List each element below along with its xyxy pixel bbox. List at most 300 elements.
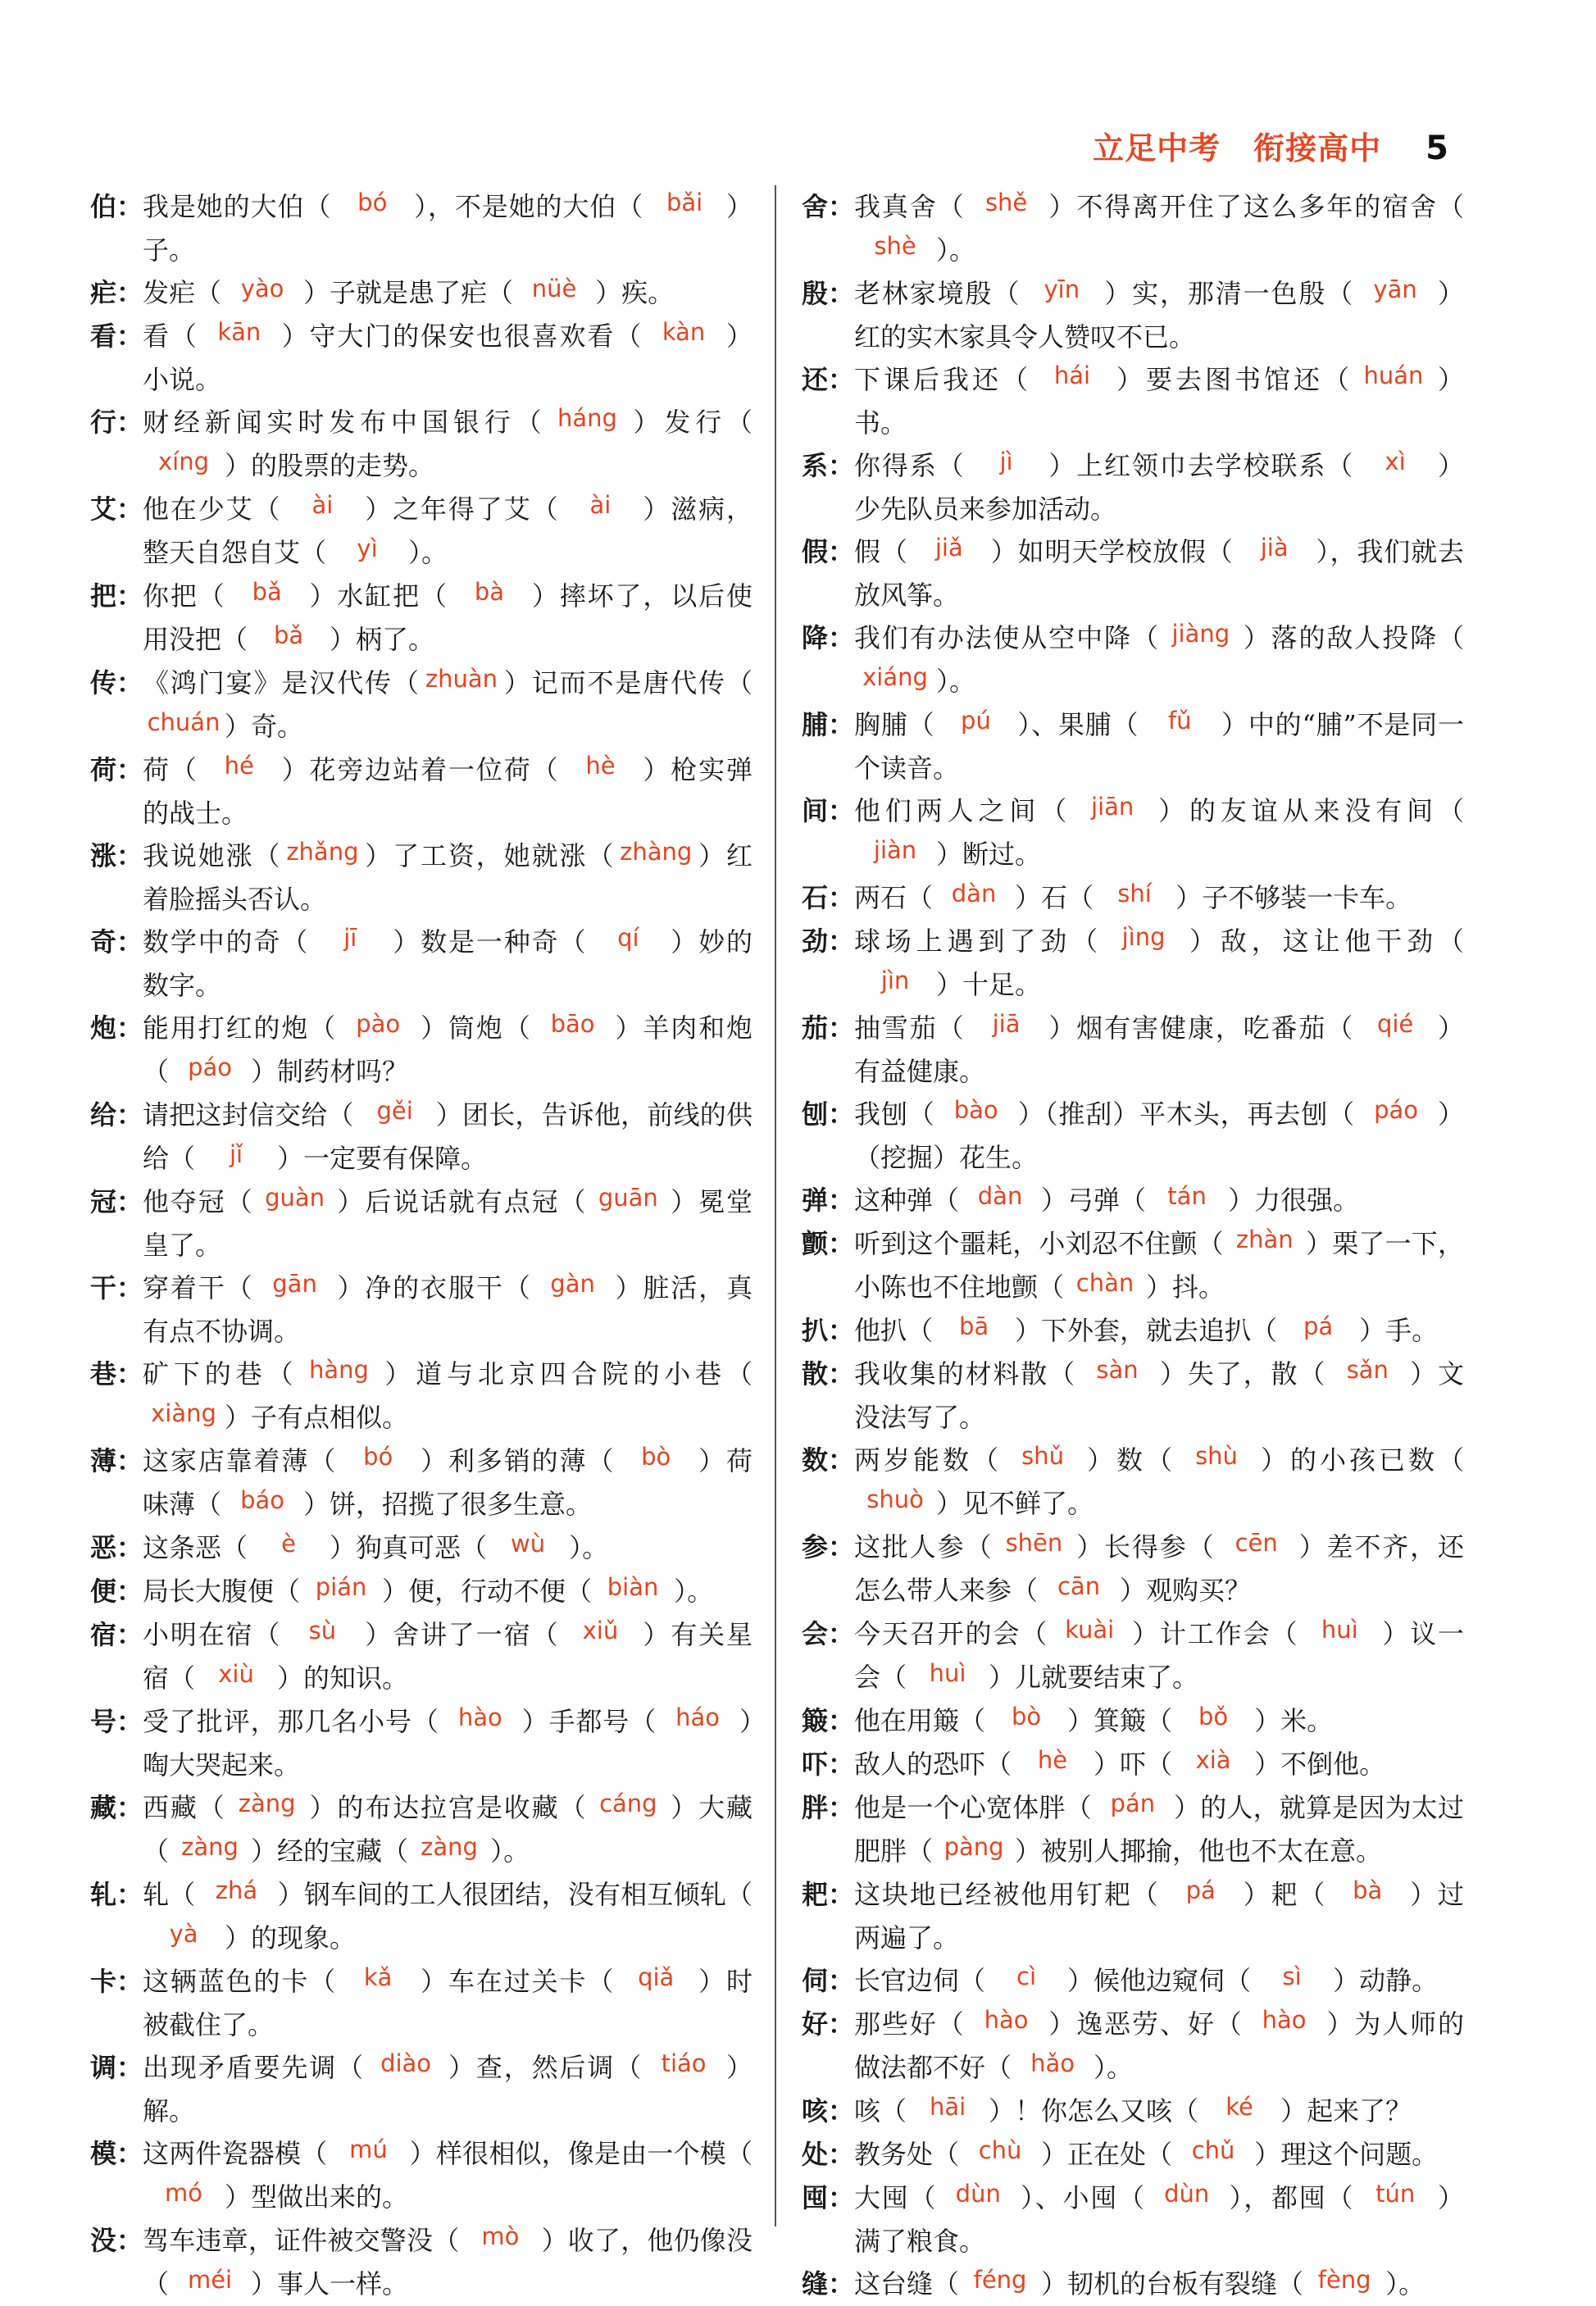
entry-colon: ： (828, 191, 855, 222)
sentence-text: ）力很强。 (1228, 1185, 1360, 1216)
entry-系 (802, 444, 1464, 530)
sentence-text: ）差不齐，还怎么带人来参（ (854, 1531, 1464, 1606)
sentence-text: ）中的“脯”不是同一个读音。 (854, 709, 1464, 784)
pinyin-answer: diào (380, 2049, 432, 2077)
pinyin-answer: xiǔ (582, 1617, 619, 1644)
entry-character: 吓 (802, 1749, 829, 1780)
sentence-text: ）子就是患了疟（ (303, 277, 514, 308)
entry-colon: ： (116, 667, 143, 698)
entry-艾 (90, 488, 753, 575)
pinyin-answer: pán (1110, 1790, 1156, 1817)
entry-colon: ： (828, 364, 855, 395)
sentence-text: ）儿就要结束了。 (989, 1662, 1199, 1693)
entry-还 (802, 358, 1464, 444)
pinyin-answer: shēn (1005, 1529, 1063, 1557)
pinyin-answer: chàn (1075, 1269, 1134, 1297)
entry-sentence (143, 748, 753, 835)
sentence-text: 我说她涨（ (143, 840, 282, 871)
entry-colon: ： (116, 1532, 143, 1563)
sentence-text: 两岁能数（ (854, 1444, 1003, 1476)
pinyin-answer: jiǎ (934, 534, 963, 562)
sentence-text: ）。 (490, 1835, 530, 1867)
pinyin-answer: shè (874, 232, 916, 260)
entry-sentence (143, 271, 753, 315)
pinyin-answer: qiǎ (638, 1963, 675, 1991)
sentence-text: 咳（ (854, 2095, 907, 2126)
entry-卡 (90, 1960, 753, 2046)
pinyin-answer: jià (1260, 534, 1289, 562)
entry-colon: ： (828, 1965, 855, 1996)
entry-sentence (143, 185, 753, 271)
sentence-text: ）样很相似，像是由一个模（ (409, 2138, 753, 2169)
sentence-text: 发疟（ (143, 277, 222, 308)
entry-colon: ： (116, 191, 143, 222)
entry-character: 伯 (90, 191, 117, 222)
entry-sentence (143, 2219, 753, 2306)
entry-character: 扒 (802, 1315, 829, 1346)
entry-colon: ： (828, 1444, 855, 1476)
entry-sentence (854, 272, 1464, 358)
sentence-text: ）荷味薄（ (143, 1445, 753, 1520)
sentence-text: 小明在宿（ (143, 1619, 282, 1650)
entry-没 (90, 2219, 753, 2306)
sentence-text: 驾车违章，证件被交警没（ (143, 2225, 460, 2256)
entry-character: 间 (802, 795, 829, 826)
sentence-text: ）计工作会（ (1130, 1618, 1299, 1649)
entry-character: 囤 (802, 2182, 829, 2213)
pinyin-answer: kàn (662, 318, 706, 346)
sentence-text: ）红着脸摇头否认。 (143, 840, 753, 915)
sentence-text: 看（ (143, 321, 198, 352)
sentence-text: 假（ (854, 536, 908, 567)
pinyin-answer: shě (984, 189, 1028, 216)
entry-sentence (854, 1959, 1464, 2003)
pinyin-answer: bǎi (666, 189, 703, 216)
sentence-text: ）动静。 (1333, 1965, 1439, 1996)
sentence-text: ）观购买？ (1120, 1575, 1252, 1606)
sentence-text: ）的现象。 (225, 1922, 357, 1954)
sentence-text: ）被别人揶揄，他也不太在意。 (1015, 1835, 1383, 1867)
entry-colon: ： (116, 1186, 143, 1217)
entry-藏 (90, 1786, 753, 1873)
pinyin-answer: ài (311, 491, 334, 519)
entry-character: 数 (802, 1444, 829, 1476)
entry-散 (802, 1353, 1464, 1439)
entry-colon: ： (828, 1228, 855, 1259)
entry-colon: ： (116, 1272, 143, 1303)
entry-sentence (854, 1179, 1464, 1222)
sentence-text: ）逸恶劳、好（ (1047, 2008, 1244, 2040)
sentence-text: ）（挖掘）花生。 (854, 1098, 1464, 1173)
entry-胖 (802, 1786, 1464, 1873)
entry-character: 号 (90, 1706, 117, 1737)
sentence-text: 财经新闻实时发布中国银行（ (143, 407, 547, 438)
sentence-text: ）见不鲜了。 (936, 1488, 1094, 1519)
sentence-text: 我们有办法使从空中降（ (854, 622, 1160, 653)
sentence-text: ）韧机的台板有裂缝（ (1041, 2268, 1304, 2299)
sentence-text: ）。 (936, 666, 976, 697)
pinyin-answer: hào (1262, 2006, 1307, 2034)
pinyin-answer: báo (240, 1486, 284, 1514)
entry-colon: ： (116, 1012, 143, 1044)
entry-character: 炮 (90, 1012, 117, 1044)
sentence-text: 他在用簸（ (854, 1705, 986, 1736)
pinyin-answer: zhàng (620, 838, 693, 866)
pinyin-answer: pào (356, 1010, 401, 1038)
entry-sentence (854, 2176, 1464, 2263)
sentence-text: ）失了，散（ (1158, 1358, 1327, 1390)
sentence-text: ）、果脯（ (1016, 709, 1139, 740)
pinyin-answer: kān (217, 318, 261, 346)
entry-character: 给 (90, 1099, 117, 1130)
pinyin-answer: zàng (421, 1833, 478, 1861)
sentence-text: 我真舍（ (854, 191, 966, 222)
entry-sentence (854, 789, 1464, 876)
pinyin-answer: ài (589, 491, 612, 519)
entry-干 (90, 1267, 753, 1353)
entry-冠 (90, 1180, 753, 1267)
entry-sentence (143, 1570, 753, 1613)
pinyin-answer: hè (585, 752, 616, 780)
sentence-text: ）子有点相似。 (225, 1402, 409, 1433)
pinyin-answer: yà (169, 1920, 198, 1948)
sentence-text: ）了工资，她就涨（ (363, 840, 616, 871)
pinyin-answer: kǎ (363, 1963, 393, 1991)
pinyin-answer: pá (1185, 1876, 1216, 1904)
sentence-text: 那些好（ (854, 2008, 966, 2040)
entry-colon: ： (828, 1705, 855, 1736)
pinyin-answer: háng (557, 404, 617, 432)
entry-colon: ： (828, 1531, 855, 1562)
sentence-text: ）筒炮（ (419, 1012, 532, 1044)
entry-殷 (802, 272, 1464, 358)
right-column (802, 185, 1464, 2306)
sentence-text: ）数（ (1084, 1444, 1175, 1476)
entry-sentence (854, 1093, 1464, 1179)
pinyin-answer: bāo (550, 1010, 595, 1038)
sentence-text: ）手。 (1359, 1315, 1439, 1346)
entry-colon: ： (116, 2052, 143, 2083)
sentence-text: 这台缝（ (854, 2268, 960, 2299)
sentence-text: 请把这封信交给（ (143, 1099, 354, 1130)
entry-sentence (143, 835, 753, 921)
entry-character: 模 (90, 2138, 117, 2169)
sentence-text: 他扒（ (854, 1315, 934, 1346)
entry-sentence (143, 315, 753, 401)
entry-sentence (143, 1353, 753, 1440)
entry-炮 (90, 1007, 753, 1094)
entry-colon: ： (116, 1445, 143, 1476)
entry-character: 奇 (90, 926, 117, 957)
entry-sentence (143, 2046, 753, 2132)
sentence-text: ）的小孩已数（ (1257, 1444, 1464, 1476)
column-divider (775, 185, 776, 2226)
sentence-text: 西藏（ (143, 1792, 226, 1823)
sentence-text: ）敌，这让他干劲（ (1184, 926, 1464, 957)
sentence-text: ），都囤（ (1227, 2182, 1355, 2213)
entry-恶 (90, 1526, 753, 1570)
entry-吓 (802, 1743, 1464, 1786)
sentence-text: ）解。 (143, 2052, 753, 2126)
pinyin-answer: chuán (147, 708, 221, 736)
entry-character: 传 (90, 667, 117, 698)
sentence-text: 数学中的奇（ (143, 926, 310, 957)
pinyin-answer: jiā (992, 1010, 1021, 1038)
sentence-text: ）断过。 (936, 839, 1042, 870)
pinyin-answer: gàn (550, 1270, 595, 1298)
sentence-text: ）子不够装一卡车。 (1175, 882, 1412, 913)
pinyin-answer: jìng (1121, 923, 1166, 951)
entry-荷 (90, 748, 753, 835)
sentence-text: ）守大门的保安也很喜欢看（ (280, 321, 643, 352)
entry-colon: ： (116, 1792, 143, 1823)
sentence-text: ）车在过关卡（ (419, 1966, 616, 1997)
entry-character: 轧 (90, 1879, 117, 1910)
entry-character: 看 (90, 321, 117, 352)
sentence-text: ）时被截住了。 (143, 1966, 753, 2040)
entry-character: 把 (90, 580, 117, 612)
page-header (1093, 123, 1448, 168)
sentence-text: ）收了，他仍像没（ (143, 2225, 753, 2299)
entry-sentence (854, 1439, 1464, 1526)
entry-奇 (90, 921, 753, 1007)
sentence-text: ）满了粮食。 (854, 2182, 1464, 2257)
entry-降 (802, 616, 1464, 703)
pinyin-answer: hàng (308, 1356, 369, 1384)
pinyin-answer: shù (1195, 1442, 1238, 1470)
entry-colon: ： (116, 493, 143, 525)
entry-character: 便 (90, 1576, 117, 1607)
entry-character: 冠 (90, 1186, 117, 1217)
entry-colon: ： (828, 1098, 855, 1130)
pinyin-answer: bào (953, 1096, 998, 1124)
pinyin-answer: cēn (1235, 1529, 1278, 1557)
header-title-1: 立足中考 (1093, 130, 1221, 166)
entry-character: 艾 (90, 493, 117, 525)
entry-colon: ： (828, 1618, 855, 1649)
entry-sentence (143, 921, 753, 1007)
entry-看 (90, 315, 753, 401)
pinyin-answer: bā (958, 1312, 989, 1340)
entry-号 (90, 1700, 753, 1786)
entry-弹 (802, 1179, 1464, 1222)
entry-sentence (854, 1007, 1464, 1093)
pinyin-answer: fèng (1317, 2266, 1371, 2294)
sentence-text: 《鸿门宴》是汉代传（ (143, 667, 421, 698)
entry-character: 参 (802, 1531, 829, 1562)
pinyin-answer: pàng (944, 1833, 1004, 1861)
entry-sentence (143, 1873, 753, 1960)
sentence-text: 大囤（ (854, 2182, 938, 2213)
sentence-text: ）啕大哭起来。 (143, 1706, 753, 1781)
pinyin-answer: xià (1195, 1746, 1231, 1774)
entry-character: 殷 (802, 278, 829, 309)
entry-伯 (90, 185, 753, 271)
pinyin-answer: yào (240, 275, 284, 302)
pinyin-answer: jiàng (1171, 620, 1230, 648)
sentence-text: ）水缸把（ (307, 580, 448, 612)
entry-sentence (143, 1094, 753, 1180)
entry-colon: ： (116, 1576, 143, 1607)
entry-colon: ： (116, 1619, 143, 1650)
page-number: 5 (1425, 130, 1448, 167)
pinyin-answer: qí (617, 924, 639, 952)
sentence-text: ）羊肉和炮（ (143, 1012, 753, 1087)
sentence-text: ），我们就去放风筝。 (854, 536, 1464, 611)
entry-colon: ： (828, 622, 855, 653)
entry-colon: ： (828, 926, 855, 957)
sentence-text: 这家店靠着薄（ (143, 1445, 338, 1476)
entry-colon: ： (116, 926, 143, 957)
sentence-text: 他是一个心宽体胖（ (854, 1792, 1092, 1823)
sentence-text: 胸脯（ (854, 709, 935, 740)
entry-宿 (90, 1613, 753, 1700)
sentence-text: ）烟有害健康，吃番茄（ (1047, 1012, 1355, 1044)
pinyin-answer: méi (187, 2266, 233, 2294)
entry-character: 舍 (802, 191, 829, 222)
pinyin-answer: jǐ (229, 1140, 243, 1168)
sentence-text: ）奇。 (225, 711, 304, 742)
pinyin-answer: mó (165, 2179, 203, 2207)
pinyin-answer: dùn (955, 2180, 1001, 2208)
pinyin-answer: jī (343, 924, 357, 952)
sentence-text: ）理这个问题。 (1254, 2139, 1439, 2170)
pinyin-answer: xì (1385, 448, 1406, 475)
entry-character: 荷 (90, 754, 117, 785)
entry-给 (90, 1094, 753, 1180)
entry-簸 (802, 1699, 1464, 1743)
sentence-text: ）如明天学校放假（ (989, 536, 1234, 567)
sentence-text: ）脏活，真有点不协调。 (143, 1272, 753, 1347)
sentence-text: ）摔坏了，以后使用没把（ (143, 580, 753, 655)
sentence-text: 下课后我还（ (854, 364, 1032, 395)
entry-character: 藏 (90, 1792, 117, 1823)
entry-模 (90, 2132, 753, 2219)
sentence-text: 穿着干（ (143, 1272, 254, 1303)
sentence-text: 矿下的巷（ (143, 1358, 298, 1390)
entry-character: 咳 (802, 2095, 829, 2126)
entry-间 (802, 789, 1464, 876)
pinyin-answer: tiáo (661, 2049, 707, 2077)
entry-character: 散 (802, 1358, 829, 1390)
sentence-text: 抽雪茄（ (854, 1012, 966, 1044)
sentence-text: ）团长，告诉他，前线的供给（ (143, 1099, 753, 1174)
sentence-text: 今天召开的会（ (854, 1618, 1049, 1649)
entry-薄 (90, 1440, 753, 1526)
entry-character: 茄 (802, 1012, 829, 1044)
sentence-text: ）少先队员来参加活动。 (854, 450, 1464, 525)
entry-sentence (143, 1786, 753, 1873)
entry-sentence (854, 1699, 1464, 1743)
entry-参 (802, 1526, 1464, 1612)
pinyin-answer: xiàng (151, 1399, 216, 1427)
entry-sentence (854, 1353, 1464, 1439)
entry-耙 (802, 1873, 1464, 1959)
entry-行 (90, 401, 753, 488)
sentence-text: 听到这个噩耗，小刘忍不住颤（ (854, 1228, 1224, 1259)
entry-colon: ： (116, 1966, 143, 1997)
sentence-text: ）饼，招揽了很多生意。 (303, 1489, 593, 1520)
pinyin-answer: shuò (866, 1485, 924, 1513)
pinyin-answer: dàn (951, 880, 997, 907)
pinyin-answer: hái (1053, 362, 1091, 389)
sentence-text: ）上红领巾去学校联系（ (1047, 450, 1355, 481)
entry-character: 脯 (802, 709, 829, 740)
entry-sentence (854, 185, 1464, 272)
sentence-text: ）议一会（ (854, 1618, 1464, 1693)
entry-character: 弹 (802, 1185, 829, 1216)
pinyin-answer: hào (984, 2006, 1029, 2034)
entry-character: 伺 (802, 1965, 829, 1996)
sentence-text: ）弓弹（ (1041, 1185, 1147, 1216)
entry-character: 降 (802, 622, 829, 653)
sentence-text: ）大藏（ (143, 1792, 753, 1867)
pinyin-answer: bà (1353, 1876, 1383, 1904)
pinyin-answer: cáng (599, 1790, 657, 1817)
entry-colon: ： (828, 1315, 855, 1346)
sentence-text: 老林家境殷（ (854, 278, 1021, 309)
sentence-text: ）经的宝藏（ (251, 1835, 409, 1867)
entry-调 (90, 2046, 753, 2132)
pinyin-answer: bà (474, 578, 505, 606)
pinyin-answer: zhàn (1235, 1226, 1294, 1253)
entry-colon: ： (116, 1879, 143, 1910)
sentence-text: 受了批评，那几名小号（ (143, 1706, 439, 1737)
sentence-text: ）事人一样。 (251, 2268, 409, 2299)
pinyin-answer: yān (1373, 275, 1417, 303)
entry-轧 (90, 1873, 753, 1960)
pinyin-answer: pú (961, 707, 991, 735)
sentence-text: ）起来了？ (1280, 2095, 1412, 2126)
entry-character: 涨 (90, 840, 117, 871)
sentence-text: ）。 (1094, 2052, 1134, 2083)
entry-劲 (802, 920, 1464, 1007)
pinyin-answer: mò (481, 2222, 520, 2250)
pinyin-answer: huì (1321, 1616, 1358, 1644)
sentence-text: 你把（ (143, 580, 226, 612)
pinyin-answer: tán (1167, 1182, 1207, 1210)
entry-character: 耙 (802, 1879, 829, 1910)
pinyin-answer: bó (357, 189, 388, 216)
pinyin-answer: sì (1282, 1963, 1302, 1990)
entry-sentence (854, 2263, 1464, 2306)
sentence-text: 我是她的大伯（ (143, 191, 332, 222)
header-title-2: 衔接高中 (1253, 130, 1382, 166)
sentence-text: ）的知识。 (277, 1662, 409, 1694)
entry-sentence (143, 1440, 753, 1526)
pinyin-answer: guān (598, 1184, 658, 1212)
sentence-text: ）舍讲了一宿（ (363, 1619, 560, 1650)
sentence-text: 教务处（ (854, 2139, 960, 2170)
pinyin-answer: sù (308, 1617, 337, 1644)
pinyin-answer: dùn (1164, 2180, 1210, 2208)
sentence-text: 两石（ (854, 882, 934, 913)
sentence-text: ）文没法写了。 (854, 1358, 1464, 1433)
entry-colon: ： (828, 450, 855, 481)
left-column (90, 185, 753, 2306)
entry-colon: ： (828, 1358, 855, 1390)
pinyin-answer: bò (1011, 1703, 1042, 1731)
sentence-text: ）一定要有保障。 (277, 1143, 488, 1174)
entry-sentence (854, 2090, 1464, 2133)
sentence-text: ）后说话就有点冠（ (335, 1186, 588, 1217)
pinyin-answer: shǔ (1021, 1442, 1064, 1470)
entry-colon: ： (828, 1012, 855, 1044)
entry-sentence (854, 444, 1464, 530)
sentence-text: 这条恶（ (143, 1532, 248, 1563)
sentence-text: 他夺冠（ (143, 1186, 254, 1217)
entry-传 (90, 662, 753, 748)
